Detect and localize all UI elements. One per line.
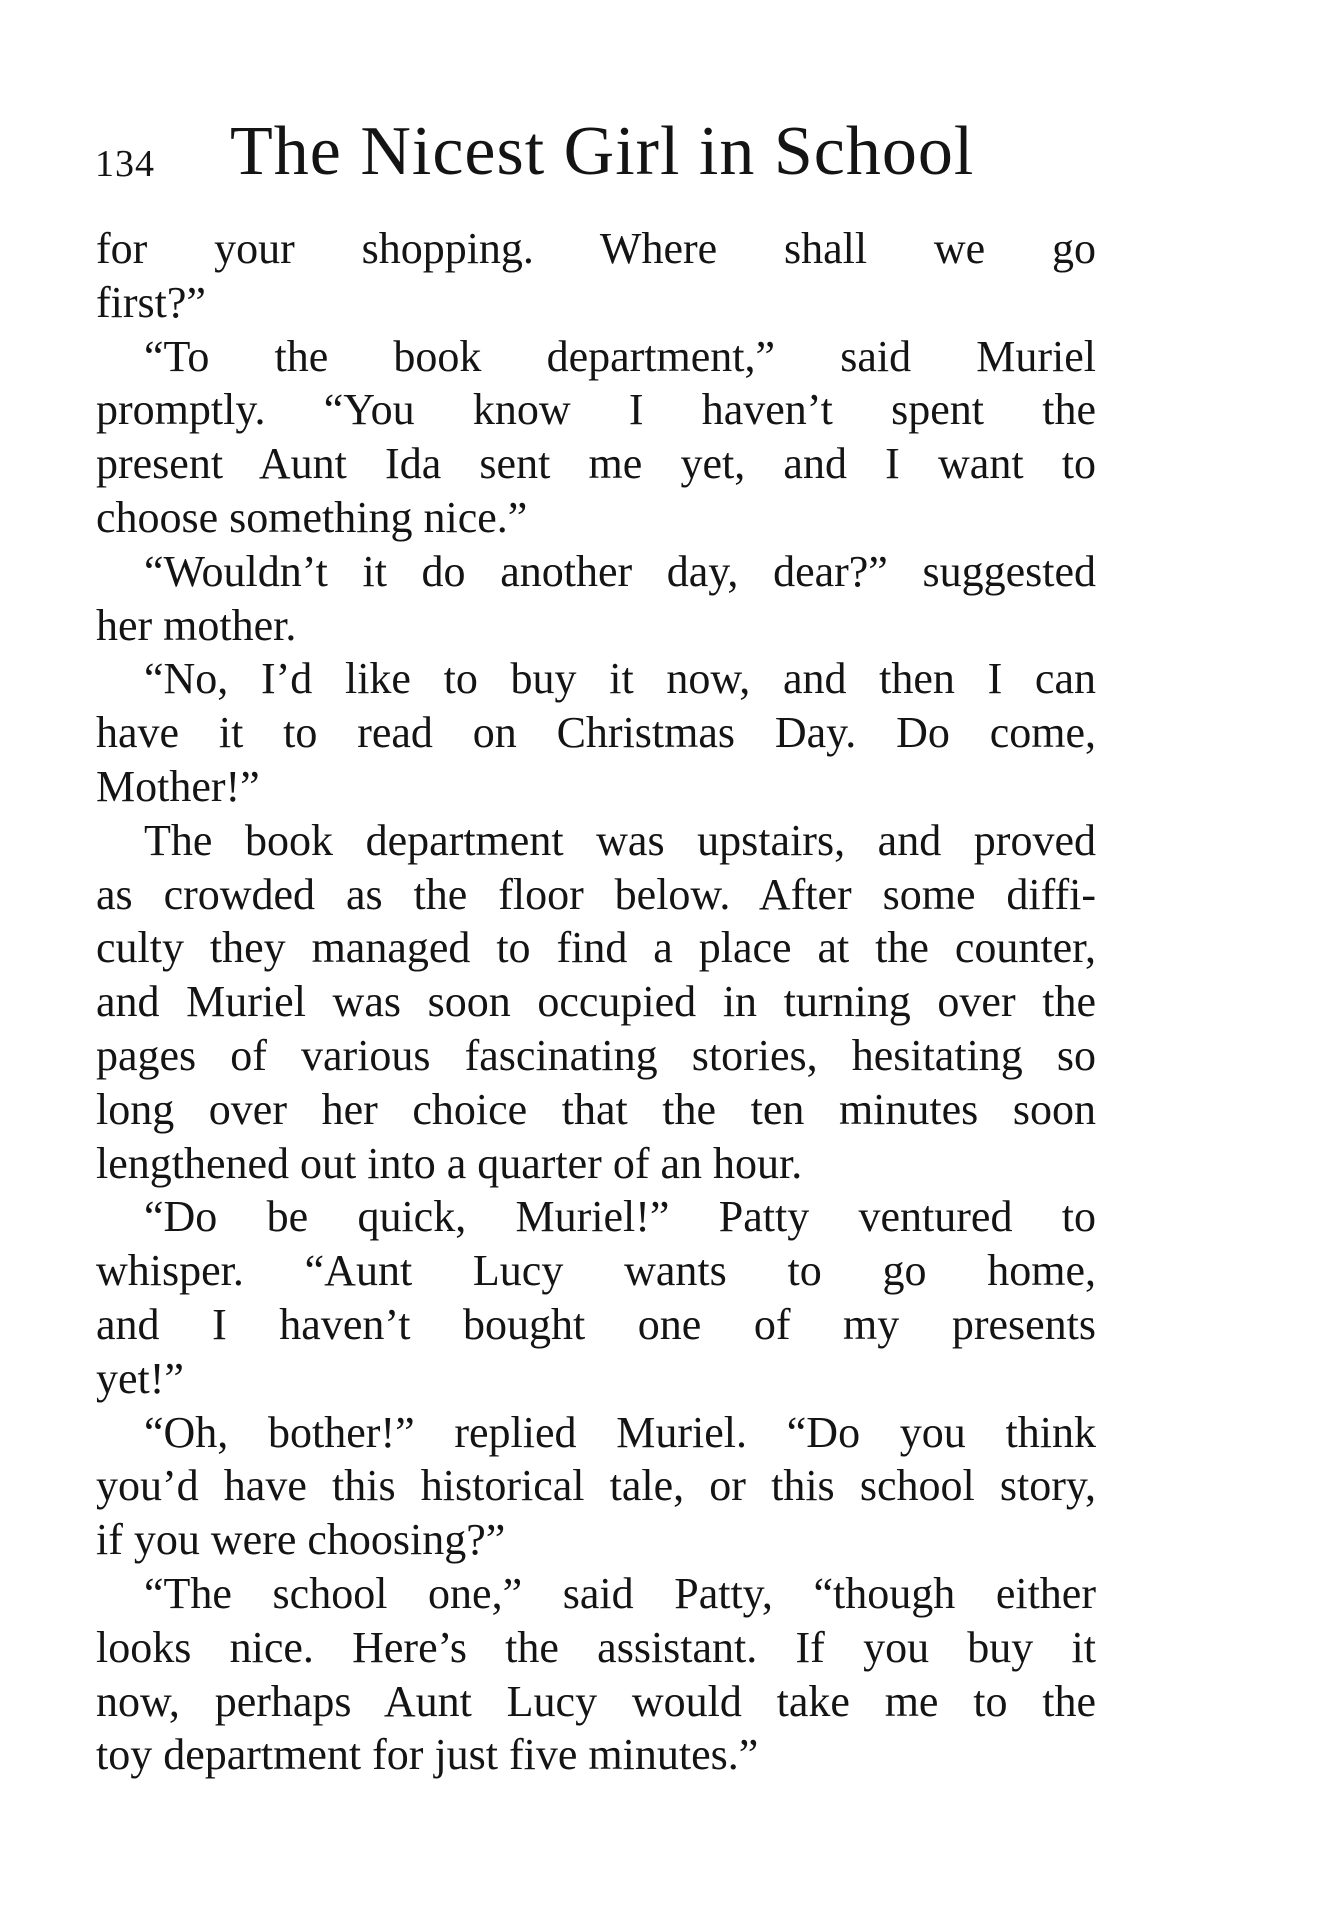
- text-line: “No, I’d like to buy it now, and then I can: [144, 654, 1096, 704]
- text-line: Mother!”: [96, 761, 260, 811]
- text-line: pages of various fascinating stories, hesitating so: [96, 1030, 1096, 1080]
- text-line: promptly. “You know I haven’t spent the: [96, 385, 1096, 435]
- text-line: have it to read on Christmas Day. Do come,: [96, 708, 1096, 758]
- text-line: “To the book department,” said Muriel: [144, 331, 1096, 381]
- text-line: her mother.: [96, 600, 297, 650]
- text-line: you’d have this historical tale, or this school story,: [96, 1461, 1096, 1511]
- text-line: lengthened out into a quarter of an hour.: [96, 1138, 803, 1188]
- text-line: and I haven’t bought one of my presents: [96, 1299, 1096, 1349]
- body-text: [96, 222, 1096, 1782]
- text-line: choose something nice.”: [96, 492, 528, 542]
- text-line: “Do be quick, Muriel!” Patty ventured to: [144, 1192, 1096, 1242]
- text-line: if you were choosing?”: [96, 1515, 506, 1565]
- running-title: The Nicest Girl in School: [230, 113, 975, 190]
- text-line: for your shopping. Where shall we go: [96, 224, 1096, 273]
- text-line: toy department for just five minutes.”: [96, 1730, 759, 1780]
- text-line: as crowded as the floor below. After some diffi-: [96, 869, 1096, 919]
- text-line: now, perhaps Aunt Lucy would take me to the: [96, 1676, 1096, 1726]
- page-header: [95, 112, 1095, 192]
- text-line: whisper. “Aunt Lucy wants to go home,: [96, 1246, 1096, 1296]
- text-line: “Oh, bother!” replied Muriel. “Do you think: [144, 1407, 1096, 1457]
- text-line: The book department was upstairs, and proved: [144, 815, 1096, 865]
- text-line: yet!”: [96, 1353, 184, 1403]
- text-line: present Aunt Ida sent me yet, and I want to: [96, 439, 1096, 489]
- text-line: long over her choice that the ten minutes soon: [96, 1084, 1096, 1134]
- text-line: and Muriel was soon occupied in turning over the: [96, 977, 1096, 1027]
- text-line: “The school one,” said Patty, “though either: [144, 1568, 1096, 1618]
- text-line: first?”: [96, 277, 206, 327]
- text-line: culty they managed to find a place at the counter,: [96, 923, 1096, 973]
- page-number: 134: [95, 143, 155, 185]
- text-line: looks nice. Here’s the assistant. If you buy it: [96, 1622, 1096, 1672]
- text-line: “Wouldn’t it do another day, dear?” suggested: [144, 546, 1096, 596]
